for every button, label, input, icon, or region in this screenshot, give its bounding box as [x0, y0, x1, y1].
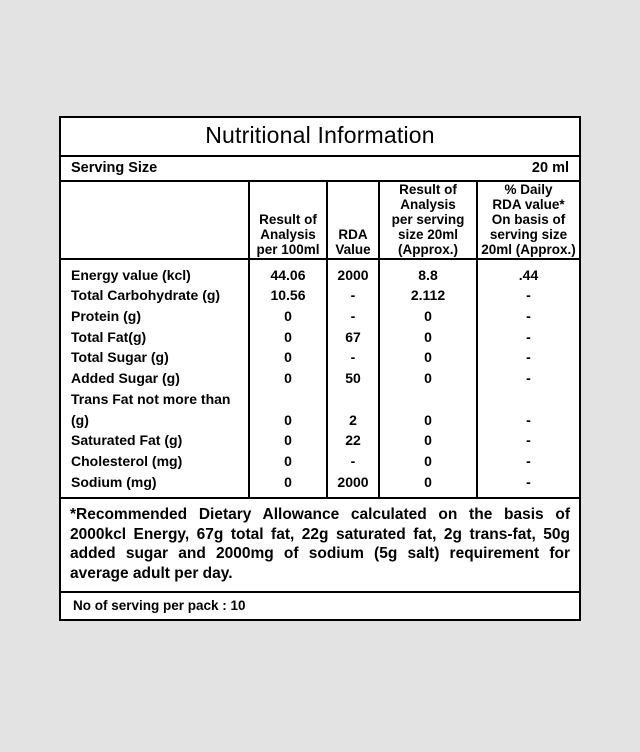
row-nutrient-name: Energy value (kcl) [71, 266, 191, 283]
row-rda-value: - [327, 285, 379, 306]
row-per-100ml: 10.56 [249, 285, 327, 306]
header-row [61, 182, 579, 259]
rda-footnote: *Recommended Dietary Allowance calculated on the basis of 2000kcl Energy, 67g total fat, 22g saturated fat, 2g trans-fat, 50g added sugar and 2000mg of sodium (5g salt) requirement for average adult per day. [61, 497, 579, 592]
row-nutrient-name: Total Sugar (g) [71, 349, 169, 366]
table-row [61, 306, 579, 327]
table-row [61, 389, 579, 430]
table-row [61, 259, 579, 286]
row-per-100ml: 0 [249, 472, 327, 498]
header-line: Analysis [400, 197, 456, 213]
header-cell-per-100ml [249, 182, 327, 259]
row-daily-rda: - [477, 472, 579, 498]
header-line: % Daily [504, 182, 553, 197]
header-line: per serving [391, 212, 465, 228]
row-per-100ml: 0 [249, 327, 327, 348]
row-daily-rda: - [477, 285, 579, 306]
header-line: RDA [338, 227, 368, 243]
header-line: RDA value* [492, 197, 565, 213]
row-per-serving: 2.112 [379, 285, 477, 306]
row-nutrient-name: Cholesterol (mg) [71, 453, 183, 470]
nutrition-label-panel [59, 116, 581, 621]
row-per-100ml: 0 [249, 306, 327, 327]
header-line: Result of [399, 182, 457, 197]
table-row [61, 347, 579, 368]
header-line: On basis of [491, 212, 566, 228]
row-per-serving: 0 [379, 389, 477, 430]
serving-size-label: Serving Size [71, 160, 158, 176]
row-daily-rda: - [477, 451, 579, 472]
row-per-serving: 0 [379, 472, 477, 498]
serving-size-value: 20 ml [531, 160, 569, 176]
row-rda-value: - [327, 306, 379, 327]
serving-size-row [61, 157, 579, 182]
row-per-serving: 0 [379, 430, 477, 451]
header-cell-rda-value [327, 182, 379, 259]
table-row [61, 327, 579, 348]
row-nutrient-name: Sodium (mg) [71, 473, 157, 490]
row-per-100ml: 0 [249, 430, 327, 451]
table-row [61, 472, 579, 498]
row-per-serving: 8.8 [379, 259, 477, 286]
row-per-100ml: 0 [249, 389, 327, 430]
row-rda-value: 2000 [327, 472, 379, 498]
header-line: per 100ml [256, 242, 320, 258]
row-daily-rda: .44 [477, 259, 579, 286]
row-rda-value: - [327, 347, 379, 368]
row-nutrient-name: Added Sugar (g) [71, 370, 180, 387]
row-nutrient-name: Total Carbohydrate (g) [71, 287, 221, 304]
header-line: Result of [259, 212, 317, 228]
row-per-serving: 0 [379, 327, 477, 348]
row-rda-value: 50 [327, 368, 379, 389]
header-cell-blank [61, 182, 249, 259]
row-nutrient-name: Saturated Fat (g) [71, 432, 183, 449]
row-per-serving: 0 [379, 368, 477, 389]
row-nutrient-name: Total Fat(g) [71, 328, 147, 345]
row-daily-rda: - [477, 368, 579, 389]
header-line: (Approx.) [398, 242, 458, 258]
header-line: size 20ml [397, 227, 459, 243]
header-line: Analysis [260, 227, 316, 243]
header-line: Value [335, 242, 371, 258]
row-daily-rda: - [477, 306, 579, 327]
row-per-100ml: 44.06 [249, 259, 327, 286]
label-title-row [61, 118, 579, 157]
row-rda-value: 2000 [327, 259, 379, 286]
header-line: serving size [489, 227, 568, 243]
row-rda-value: 22 [327, 430, 379, 451]
row-per-100ml: 0 [249, 368, 327, 389]
row-rda-value: 2 [327, 389, 379, 430]
table-row [61, 451, 579, 472]
row-nutrient-name: Protein (g) [71, 307, 141, 324]
table-row [61, 285, 579, 306]
row-per-100ml: 0 [249, 451, 327, 472]
row-rda-value: 67 [327, 327, 379, 348]
header-cell-daily-rda [477, 182, 579, 259]
row-daily-rda: - [477, 327, 579, 348]
row-nutrient-name: Trans Fat not more than (g) [71, 390, 231, 428]
row-daily-rda: - [477, 347, 579, 368]
row-daily-rda: - [477, 430, 579, 451]
nutrition-table [61, 182, 579, 497]
table-header [61, 182, 579, 259]
row-per-serving: 0 [379, 451, 477, 472]
table-body [61, 259, 579, 498]
header-cell-per-serving [379, 182, 477, 259]
row-rda-value: - [327, 451, 379, 472]
row-per-serving: 0 [379, 347, 477, 368]
header-line: 20ml (Approx.) [481, 242, 576, 258]
row-daily-rda: - [477, 389, 579, 430]
row-per-100ml: 0 [249, 347, 327, 368]
table-row [61, 368, 579, 389]
page-title: Nutritional Information [205, 122, 435, 148]
row-per-serving: 0 [379, 306, 477, 327]
servings-per-pack: No of serving per pack : 10 [73, 597, 246, 613]
table-row [61, 430, 579, 451]
